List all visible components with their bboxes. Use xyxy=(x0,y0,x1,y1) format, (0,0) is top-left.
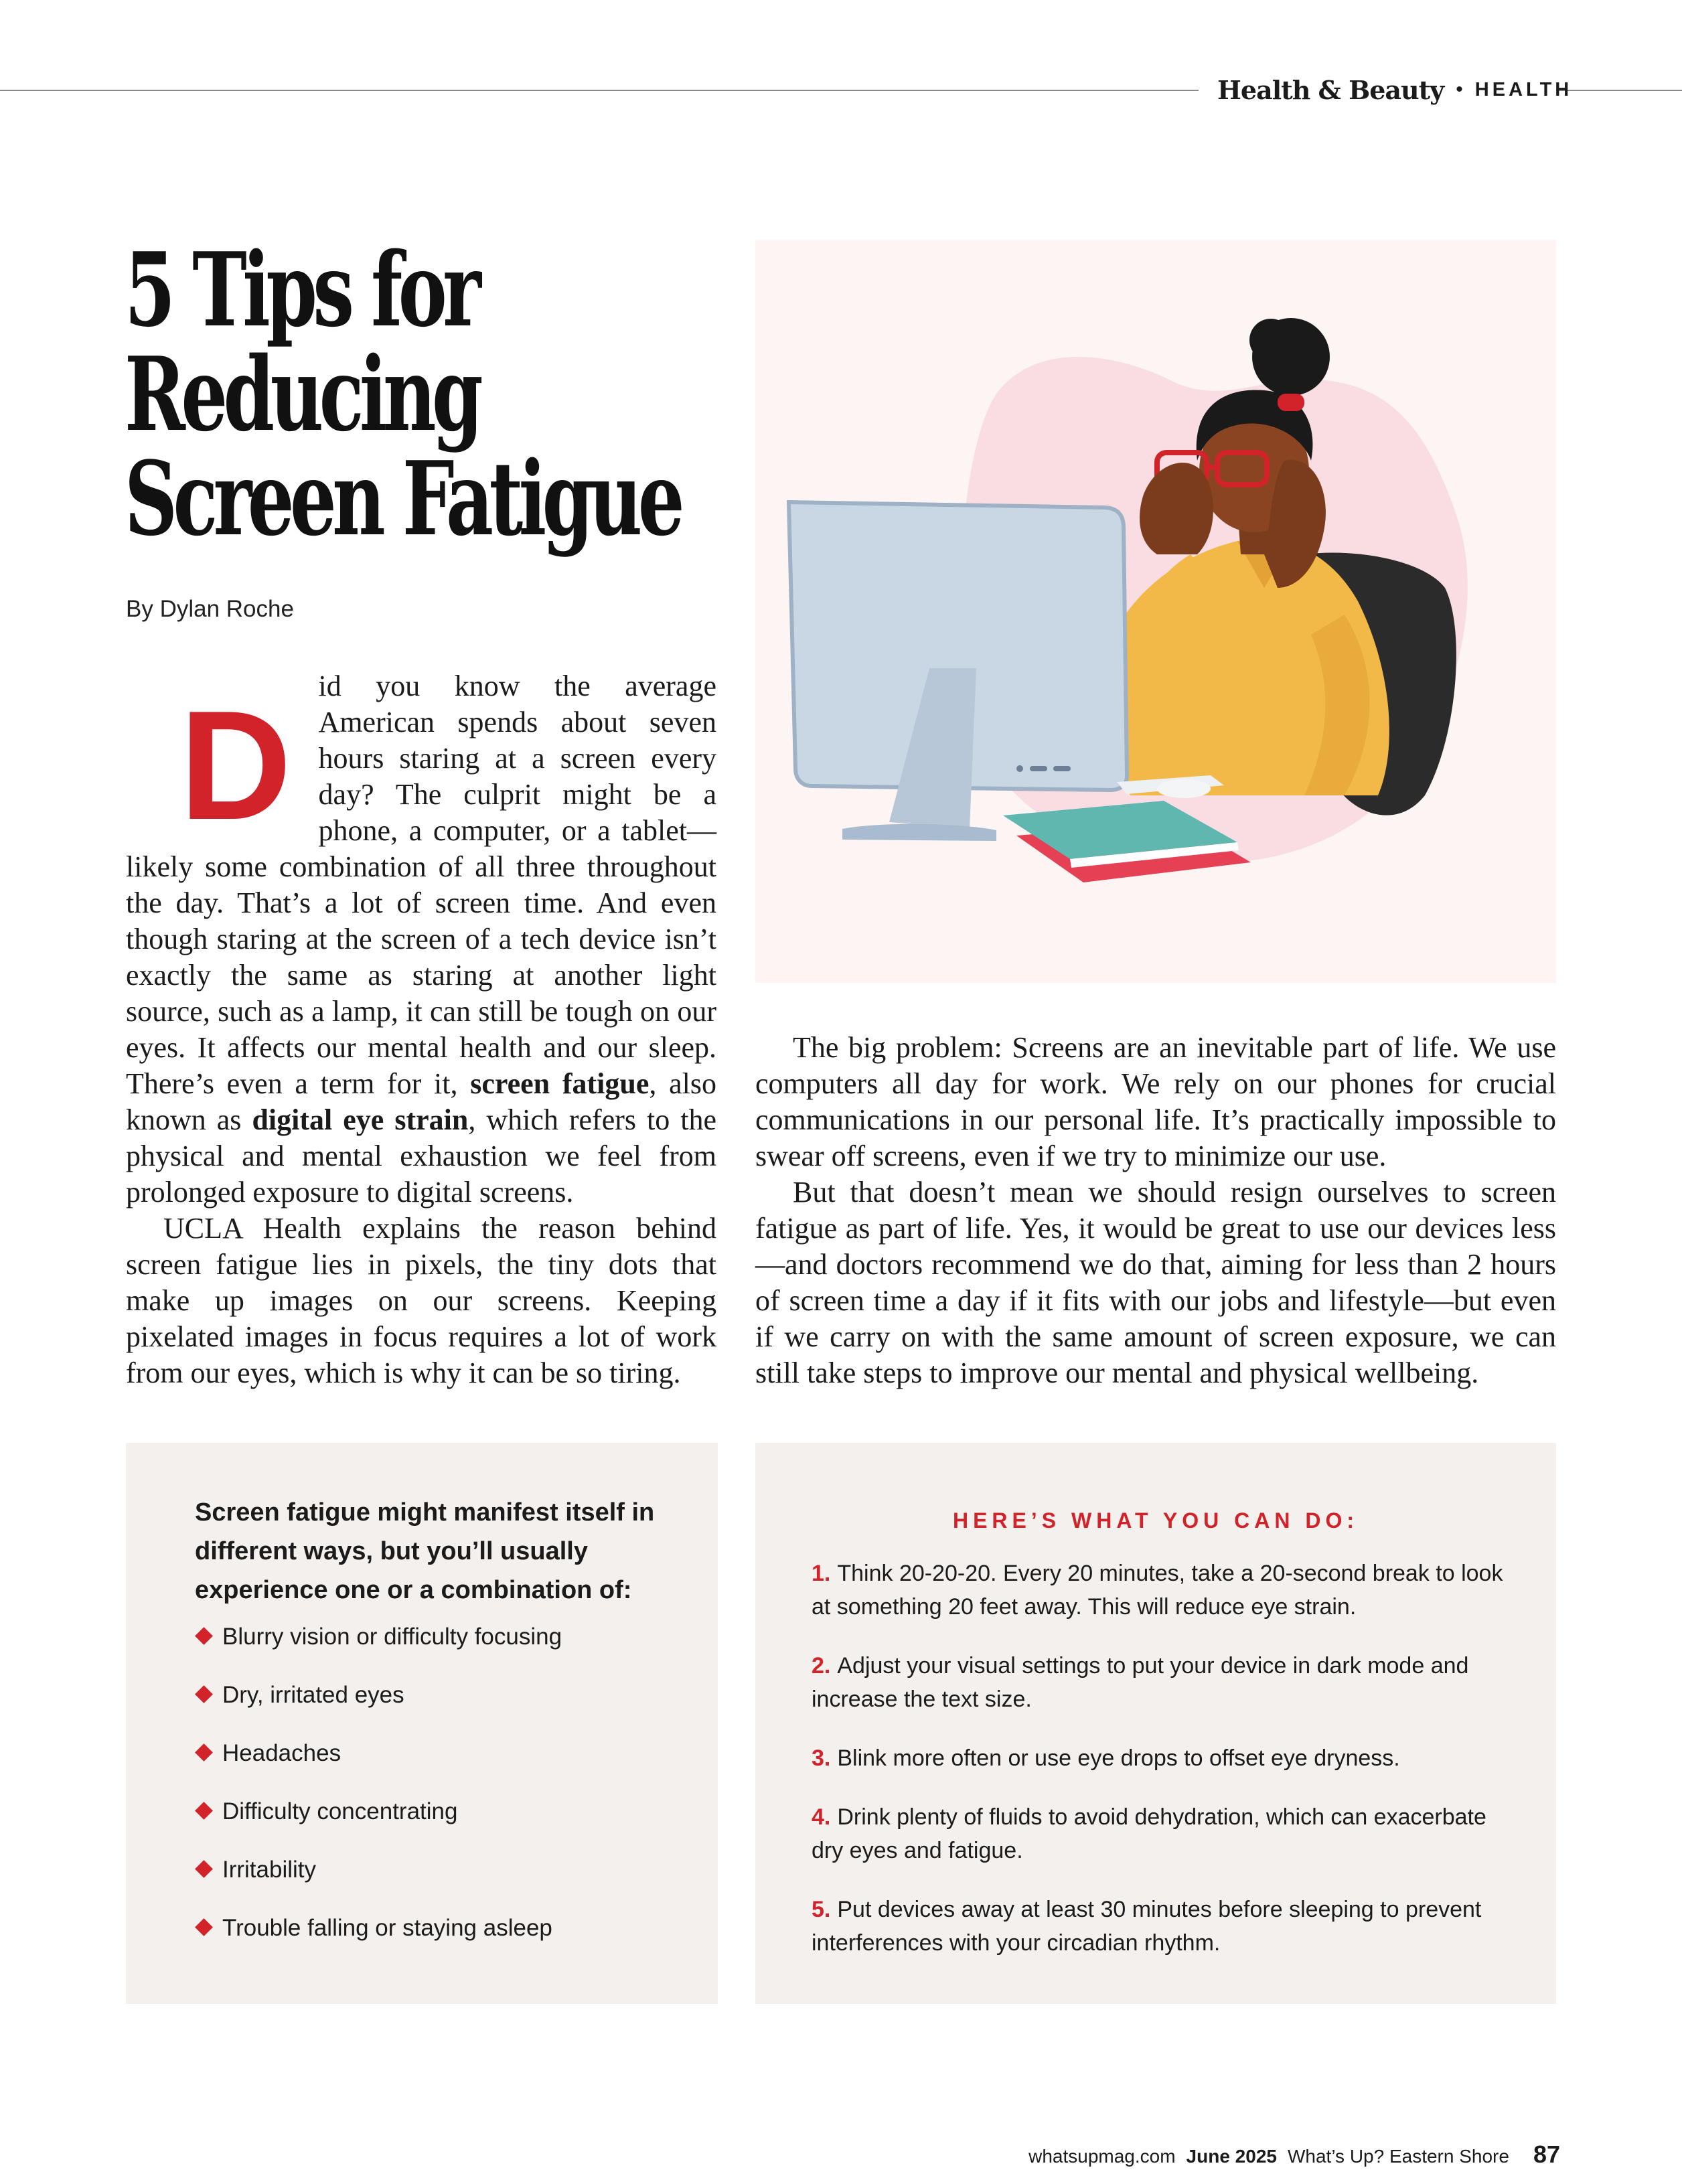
tip-number: 3. xyxy=(812,1745,831,1771)
symptoms-box xyxy=(126,1443,718,2004)
footer-site: whatsupmag.com xyxy=(1028,2146,1176,2167)
tip-number: 4. xyxy=(812,1804,831,1830)
diamond-bullet-icon xyxy=(195,1802,213,1820)
tip-number: 2. xyxy=(812,1653,831,1679)
footer-magazine: What’s Up? Eastern Shore xyxy=(1287,2146,1509,2167)
diamond-bullet-icon xyxy=(195,1860,213,1878)
paragraph-intro: Did you know the average American spends about seven hours staring at a screen every day? The culprit might be a phone, a computer, or a tablet—likely some combination of all three throughout the day. That’s a lot of screen time. And even though staring at the screen of a tech device isn’t exactly the same as staring at another light source, such as a lamp, it can still be tough on our eyes. It affects our mental health and our sleep. There’s even a term for it, screen fatigue, also known as digital eye strain, which refers to the physical and mental exhaustion we feel from prolonged exposure to digital screens. xyxy=(126,670,716,1208)
article-title xyxy=(125,230,681,558)
header-rule-right xyxy=(1556,90,1682,91)
tips-heading: HERE’S WHAT YOU CAN DO: xyxy=(952,1508,1359,1533)
title-line: 5 Tips for xyxy=(125,230,477,349)
tip-number: 5. xyxy=(812,1897,831,1922)
tips-list xyxy=(812,1557,1521,1985)
section-name: Health & Beauty xyxy=(1217,74,1444,105)
article-column-left xyxy=(126,668,716,1391)
footer-date: June 2025 xyxy=(1186,2146,1277,2167)
symptom-item: Dry, irritated eyes xyxy=(195,1682,562,1740)
byline: By Dylan Roche xyxy=(126,596,294,622)
tip-item: 4. Drink plenty of fluids to avoid dehydration, which can exacerbate dry eyes and fatigue. xyxy=(812,1804,1486,1863)
subsection-name: HEALTH xyxy=(1474,78,1573,100)
tip-item: 5. Put devices away at least 30 minutes before sleeping to prevent interferences with your circadian rhythm. xyxy=(812,1897,1482,1956)
paragraph-resign: But that doesn’t mean we should resign ourselves to screen fatigue as part of life. Yes, it would be great to use our devices less—and doctors recommend we do that, aiming for less than 2 hours of screen time a day if it fits with our jobs and lifestyle—but even if we carry on with the same amount of screen exposure, we can still take steps to improve our mental and physical wellbeing. xyxy=(755,1176,1556,1389)
symptom-item: Blurry vision or difficulty focusing xyxy=(195,1624,562,1682)
woman-rubbing-eyes-at-computer-illustration xyxy=(755,240,1556,983)
diamond-bullet-icon xyxy=(195,1627,213,1645)
section-header xyxy=(1217,70,1573,110)
title-line: Reducing xyxy=(125,334,479,454)
term-screen-fatigue: screen fatigue xyxy=(470,1067,649,1100)
illustration xyxy=(755,240,1556,983)
symptoms-intro: Screen fatigue might manifest itself in different ways, but you’ll usually experience one or a combination of: xyxy=(195,1498,655,1604)
section-separator: • xyxy=(1456,78,1463,100)
paragraph-ucla: UCLA Health explains the reason behind screen fatigue lies in pixels, the tiny dots that make up images on our screens. Keeping pixelated images in focus requires a lot of work from our eyes, which is why it can be so tiring. xyxy=(126,1212,716,1389)
tip-number: 1. xyxy=(812,1561,831,1586)
tips-box xyxy=(755,1443,1556,2004)
article-column-right xyxy=(755,1030,1556,1391)
symptoms-list xyxy=(195,1624,562,1973)
diamond-bullet-icon xyxy=(195,1685,213,1703)
tip-item: 1. Think 20-20-20. Every 20 minutes, take a 20-second break to look at something 20 feet away. This will reduce eye strain. xyxy=(812,1561,1503,1620)
symptom-item: Trouble falling or staying asleep xyxy=(195,1915,562,1973)
symptom-item: Headaches xyxy=(195,1740,562,1798)
symptom-item: Difficulty concentrating xyxy=(195,1798,562,1857)
symptom-item: Irritability xyxy=(195,1857,562,1915)
title-line: Screen Fatigue xyxy=(125,439,681,558)
diamond-bullet-icon xyxy=(195,1918,213,1936)
page-footer xyxy=(1028,2140,1560,2174)
paragraph-big-problem: The big problem: Screens are an inevitable part of life. We use computers all day for work. We rely on our phones for crucial communications in our personal life. It’s practically impossible to swear off screens, even if we try to minimize our use. xyxy=(755,1031,1556,1172)
tip-item: 3. Blink more often or use eye drops to offset eye dryness. xyxy=(812,1745,1400,1771)
header-rule-left xyxy=(0,90,1199,91)
term-digital-eye-strain: digital eye strain xyxy=(252,1103,469,1136)
diamond-bullet-icon xyxy=(195,1743,213,1762)
page-number: 87 xyxy=(1533,2140,1560,2168)
tip-item: 2. Adjust your visual settings to put your device in dark mode and increase the text size. xyxy=(812,1653,1469,1712)
drop-cap: D xyxy=(179,679,292,852)
